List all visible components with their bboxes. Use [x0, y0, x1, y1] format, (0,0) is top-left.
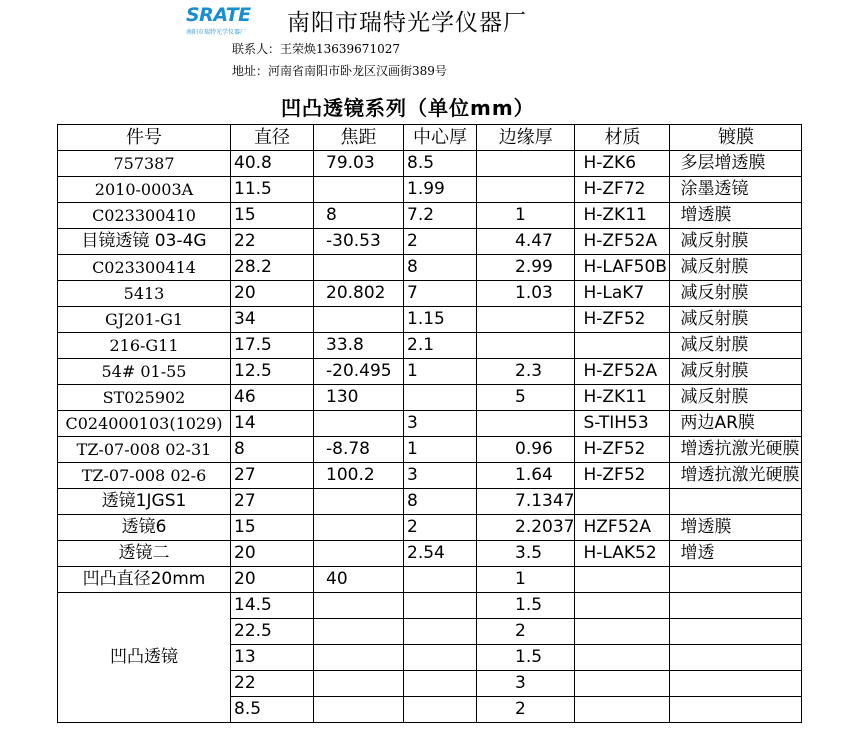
- table-row: [58, 489, 802, 515]
- center-thickness-cell: [404, 593, 477, 619]
- edge-thickness-cell: 2.99: [477, 255, 575, 281]
- center-thickness-cell: 8: [404, 255, 477, 281]
- coating-cell: 减反射膜: [670, 229, 802, 255]
- table-row: [58, 307, 802, 333]
- focal-length-cell: -30.53: [314, 229, 404, 255]
- focal-length-cell: [314, 619, 404, 645]
- diameter-cell: 22: [231, 229, 314, 255]
- diameter-cell: 11.5: [231, 177, 314, 203]
- focal-length-cell: 33.8: [314, 333, 404, 359]
- center-thickness-cell: 2: [404, 229, 477, 255]
- edge-thickness-cell: 2.3: [477, 359, 575, 385]
- material-cell: H-LAK52: [575, 541, 670, 567]
- edge-thickness-cell: 7.1347: [477, 489, 575, 515]
- material-cell: HZF52A: [575, 515, 670, 541]
- table-row: [58, 359, 802, 385]
- material-cell: H-ZF52: [575, 307, 670, 333]
- table-row: [58, 151, 802, 177]
- edge-thickness-cell: [477, 411, 575, 437]
- coating-cell: 减反射膜: [670, 255, 802, 281]
- focal-length-cell: 130: [314, 385, 404, 411]
- center-thickness-cell: 1: [404, 359, 477, 385]
- edge-thickness-cell: 2: [477, 697, 575, 723]
- table-row: [58, 515, 802, 541]
- focal-length-cell: 20.802: [314, 281, 404, 307]
- diameter-cell: 34: [231, 307, 314, 333]
- edge-thickness-cell: [477, 151, 575, 177]
- contact-line: 联系人：王荣焕13639671027: [232, 42, 400, 56]
- material-cell: [575, 333, 670, 359]
- part-number-cell: 54# 01-55: [58, 359, 231, 385]
- edge-thickness-cell: 2.2037: [477, 515, 575, 541]
- edge-thickness-cell: 1.64: [477, 463, 575, 489]
- material-cell: [575, 489, 670, 515]
- table-row: [58, 411, 802, 437]
- diameter-cell: 8: [231, 437, 314, 463]
- part-number-cell: 5413: [58, 281, 231, 307]
- coating-cell: 增透: [670, 541, 802, 567]
- coating-cell: 增透抗激光硬膜: [670, 437, 802, 463]
- coating-cell: [670, 489, 802, 515]
- center-thickness-cell: [404, 385, 477, 411]
- material-cell: [575, 593, 670, 619]
- table-row: [58, 255, 802, 281]
- coating-cell: [670, 567, 802, 593]
- column-header-center-thickness: 中心厚: [404, 125, 477, 151]
- coating-cell: 增透抗激光硬膜: [670, 463, 802, 489]
- center-thickness-cell: 8: [404, 489, 477, 515]
- center-thickness-cell: 1.15: [404, 307, 477, 333]
- material-cell: H-ZK11: [575, 385, 670, 411]
- coating-cell: 减反射膜: [670, 333, 802, 359]
- coating-cell: [670, 593, 802, 619]
- table-row: [58, 567, 802, 593]
- center-thickness-cell: 7: [404, 281, 477, 307]
- diameter-cell: 20: [231, 567, 314, 593]
- center-thickness-cell: [404, 645, 477, 671]
- diameter-cell: 8.5: [231, 697, 314, 723]
- focal-length-cell: [314, 645, 404, 671]
- coating-cell: 减反射膜: [670, 359, 802, 385]
- center-thickness-cell: 7.2: [404, 203, 477, 229]
- diameter-cell: 27: [231, 463, 314, 489]
- edge-thickness-cell: 3.5: [477, 541, 575, 567]
- coating-cell: [670, 697, 802, 723]
- edge-thickness-cell: 1: [477, 567, 575, 593]
- diameter-cell: 27: [231, 489, 314, 515]
- lens-table: [57, 124, 802, 723]
- edge-thickness-cell: 1.03: [477, 281, 575, 307]
- focal-length-cell: [314, 177, 404, 203]
- diameter-cell: 40.8: [231, 151, 314, 177]
- edge-thickness-cell: 1.5: [477, 645, 575, 671]
- edge-thickness-cell: [477, 307, 575, 333]
- table-row: [58, 593, 802, 619]
- material-cell: H-ZF72: [575, 177, 670, 203]
- material-cell: H-LaK7: [575, 281, 670, 307]
- address-line: 地址：河南省南阳市卧龙区汉画街389号: [232, 64, 447, 78]
- table-row: [58, 177, 802, 203]
- table-row: [58, 437, 802, 463]
- diameter-cell: 14.5: [231, 593, 314, 619]
- material-cell: H-ZF52A: [575, 229, 670, 255]
- coating-cell: 涂墨透镜: [670, 177, 802, 203]
- coating-cell: 减反射膜: [670, 307, 802, 333]
- diameter-cell: 15: [231, 515, 314, 541]
- center-thickness-cell: [404, 619, 477, 645]
- table-row: [58, 385, 802, 411]
- focal-length-cell: 100.2: [314, 463, 404, 489]
- coating-cell: 减反射膜: [670, 281, 802, 307]
- material-cell: H-ZK11: [575, 203, 670, 229]
- focal-length-cell: [314, 489, 404, 515]
- part-number-cell: 2010-0003A: [58, 177, 231, 203]
- coating-cell: 增透膜: [670, 203, 802, 229]
- logo-subtext: 南阳市瑞特光学仪器厂: [186, 29, 247, 36]
- table-row: [58, 229, 802, 255]
- center-thickness-cell: [404, 567, 477, 593]
- diameter-cell: 22: [231, 671, 314, 697]
- part-number-cell: TZ-07-008 02-6: [58, 463, 231, 489]
- focal-length-cell: [314, 307, 404, 333]
- part-number-cell: C024000103(1029): [58, 411, 231, 437]
- part-number-cell: C023300410: [58, 203, 231, 229]
- table-row: [58, 203, 802, 229]
- center-thickness-cell: 3: [404, 463, 477, 489]
- coating-cell: 增透膜: [670, 515, 802, 541]
- diameter-cell: 13: [231, 645, 314, 671]
- column-header-focal-length: 焦距: [314, 125, 404, 151]
- part-number-cell: C023300414: [58, 255, 231, 281]
- part-number-cell: GJ201-G1: [58, 307, 231, 333]
- focal-length-cell: [314, 671, 404, 697]
- edge-thickness-cell: 1: [477, 203, 575, 229]
- diameter-cell: 46: [231, 385, 314, 411]
- material-cell: H-ZK6: [575, 151, 670, 177]
- material-cell: H-LAF50B: [575, 255, 670, 281]
- diameter-cell: 14: [231, 411, 314, 437]
- column-header-part-number: 件号: [58, 125, 231, 151]
- focal-length-cell: 40: [314, 567, 404, 593]
- edge-thickness-cell: 3: [477, 671, 575, 697]
- diameter-cell: 15: [231, 203, 314, 229]
- column-header-diameter: 直径: [231, 125, 314, 151]
- focal-length-cell: 8: [314, 203, 404, 229]
- edge-thickness-cell: [477, 333, 575, 359]
- diameter-cell: 12.5: [231, 359, 314, 385]
- edge-thickness-cell: 1.5: [477, 593, 575, 619]
- material-cell: H-ZF52A: [575, 359, 670, 385]
- center-thickness-cell: 8.5: [404, 151, 477, 177]
- center-thickness-cell: 2.54: [404, 541, 477, 567]
- focal-length-cell: [314, 411, 404, 437]
- focal-length-cell: [314, 541, 404, 567]
- part-number-cell: 透镜二: [58, 541, 231, 567]
- center-thickness-cell: 2: [404, 515, 477, 541]
- part-number-cell: TZ-07-008 02-31: [58, 437, 231, 463]
- edge-thickness-cell: 5: [477, 385, 575, 411]
- edge-thickness-cell: 4.47: [477, 229, 575, 255]
- material-cell: [575, 567, 670, 593]
- diameter-cell: 20: [231, 281, 314, 307]
- part-number-cell: 透镜1JGS1: [58, 489, 231, 515]
- coating-cell: [670, 671, 802, 697]
- center-thickness-cell: [404, 697, 477, 723]
- focal-length-cell: -20.495: [314, 359, 404, 385]
- part-number-cell: 凹凸直径20mm: [58, 567, 231, 593]
- material-cell: S-TIH53: [575, 411, 670, 437]
- logo-text: SRATE: [186, 4, 251, 26]
- focal-length-cell: [314, 255, 404, 281]
- company-logo: [186, 4, 256, 38]
- coating-cell: [670, 645, 802, 671]
- material-cell: [575, 645, 670, 671]
- edge-thickness-cell: [477, 177, 575, 203]
- focal-length-cell: [314, 515, 404, 541]
- focal-length-cell: 79.03: [314, 151, 404, 177]
- center-thickness-cell: 1: [404, 437, 477, 463]
- table-row: [58, 541, 802, 567]
- material-cell: [575, 697, 670, 723]
- company-name: 南阳市瑞特光学仪器厂: [287, 10, 527, 36]
- diameter-cell: 22.5: [231, 619, 314, 645]
- part-number-cell: 透镜6: [58, 515, 231, 541]
- center-thickness-cell: 3: [404, 411, 477, 437]
- coating-cell: 减反射膜: [670, 385, 802, 411]
- center-thickness-cell: 2.1: [404, 333, 477, 359]
- coating-cell: 多层增透膜: [670, 151, 802, 177]
- material-cell: H-ZF52: [575, 437, 670, 463]
- table-row: [58, 333, 802, 359]
- focal-length-cell: -8.78: [314, 437, 404, 463]
- column-header-coating: 镀膜: [670, 125, 802, 151]
- part-number-cell: 216-G11: [58, 333, 231, 359]
- coating-cell: 两边AR膜: [670, 411, 802, 437]
- focal-length-cell: [314, 593, 404, 619]
- part-number-cell: 757387: [58, 151, 231, 177]
- part-number-cell: ST025902: [58, 385, 231, 411]
- group-label-cell: 凹凸透镜: [58, 593, 231, 723]
- column-header-material: 材质: [575, 125, 670, 151]
- document-title: 凹凸透镜系列（单位mm）: [281, 96, 535, 120]
- focal-length-cell: [314, 697, 404, 723]
- table-header-row: [58, 125, 802, 151]
- diameter-cell: 28.2: [231, 255, 314, 281]
- center-thickness-cell: [404, 671, 477, 697]
- center-thickness-cell: 1.99: [404, 177, 477, 203]
- edge-thickness-cell: 0.96: [477, 437, 575, 463]
- material-cell: H-ZF52: [575, 463, 670, 489]
- column-header-edge-thickness: 边缘厚: [477, 125, 575, 151]
- coating-cell: [670, 619, 802, 645]
- material-cell: [575, 619, 670, 645]
- part-number-cell: 目镜透镜 03-4G: [58, 229, 231, 255]
- material-cell: [575, 671, 670, 697]
- edge-thickness-cell: 2: [477, 619, 575, 645]
- diameter-cell: 20: [231, 541, 314, 567]
- table-row: [58, 463, 802, 489]
- table-row: [58, 281, 802, 307]
- diameter-cell: 17.5: [231, 333, 314, 359]
